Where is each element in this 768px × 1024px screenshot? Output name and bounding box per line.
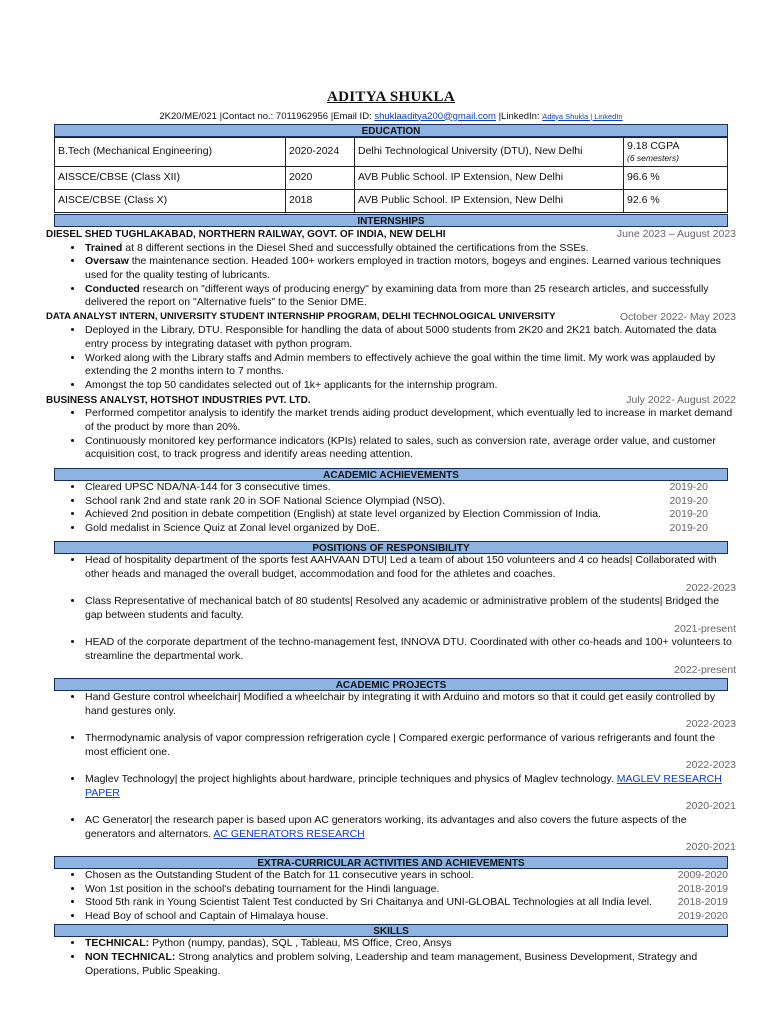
edu-institute: Delhi Technological University (DTU), New Delhi (355, 137, 624, 166)
linkedin-link[interactable]: Aditya Shukla | LinkedIn (542, 111, 623, 121)
section-projects-header: ACADEMIC PROJECTS (54, 678, 728, 691)
linkedin-prefix: |LinkedIn: (495, 110, 543, 122)
edu-years: 2020-2024 (286, 137, 355, 166)
list-item: • Maglev Technology| the project highlights about hardware, principle techniques and physics of Maglev technology. MAGLEV RESEARCH PAPER 2020-2021 (84, 773, 736, 814)
org-date: July 2022- August 2022 (626, 393, 736, 406)
list-item: • Deployed in the Library, DTU. Responsible for handling the data of about 5000 students from 2K20 and 2K21 batch. Automated the data entry process by integrating dataset with python program. (84, 324, 736, 351)
list-item: • TECHNICAL: Python (numpy, pandas), SQL , Tableau, MS Office, Creo, Ansys (84, 937, 736, 951)
list-item: • Gold medalist in Science Quiz at Zonal level organized by DoE. 2019-20 (84, 522, 708, 536)
internship-3 (46, 394, 736, 462)
resume-page (46, 88, 736, 978)
org-date: October 2022- May 2023 (619, 310, 736, 323)
edu-score: 92.6 % (624, 189, 728, 212)
section-internships-header: INTERNSHIPS (54, 214, 728, 227)
table-row (55, 166, 728, 189)
contact-details: 2K20/ME/021 |Contact no.: 7011962956 |Email ID: (159, 110, 375, 122)
table-row (55, 189, 728, 212)
edu-score-value: 9.18 CGPA (627, 139, 680, 152)
list-item: • Worked along with the Library staffs and Admin members to effectively achieve the goal within the time limit. My work was applauded by extending the 2 months intern to 7 months. (84, 352, 736, 379)
list-item: • Stood 5th rank in Young Scientist Talent Test conducted by Sri Chaitanya and UNI-GLOBAL Technologies at all India level. 2018-2019 (84, 896, 728, 910)
list-item: • Trained at 8 different sections in the Diesel Shed and successfully obtained the certifications from the SSEs. (84, 242, 736, 256)
edu-years: 2020 (286, 166, 355, 189)
internship-1 (46, 228, 736, 310)
list-item: • School rank 2nd and state rank 20 in SOF National Science Olympiad (NSO). 2019-20 (84, 495, 708, 509)
section-extracurricular-header: EXTRA-CURRICULAR ACTIVITIES AND ACHIEVEMENTS (54, 856, 728, 869)
org-name: DATA ANALYST INTERN, UNIVERSITY STUDENT INTERNSHIP PROGRAM, DELHI TECHNOLOGICAL UNIVERSITY (46, 310, 556, 322)
list-item: • Won 1st position in the school's debating tournament for the Hindi language. 2018-2019 (84, 883, 728, 897)
section-skills-header: SKILLS (54, 924, 728, 937)
edu-institute: AVB Public School. IP Extension, New Delhi (355, 166, 624, 189)
candidate-name: ADITYA SHUKLA (327, 89, 455, 105)
section-positions-header: POSITIONS OF RESPONSIBILITY (54, 541, 728, 554)
ac-generators-link[interactable]: AC GENERATORS RESEARCH (213, 827, 365, 840)
list-item: • Class Representative of mechanical batch of 80 students| Resolved any academic or administrative problem of the students| Bridged the gap between students and faculty. 2021-present (84, 595, 736, 636)
section-education-header: EDUCATION (54, 124, 728, 137)
edu-score: 96.6 % (624, 166, 728, 189)
edu-degree: AISCE/CBSE (Class X) (55, 189, 286, 212)
list-item: • Conducted research on "different ways of producing energy" by examining data from more than 25 research articles, and successfully delivered the report on "Alternative fuels" to the Senior DME. (84, 283, 736, 310)
education-table (54, 137, 728, 213)
edu-degree: B.Tech (Mechanical Engineering) (55, 137, 286, 166)
list-item: • Continuously monitored key performance indicators (KPIs) related to sales, such as conversion rate, average order value, and customer acquisition cost, to track progress and identify areas needing attention. (84, 435, 736, 462)
org-name: DIESEL SHED TUGHLAKABAD, NORTHERN RAILWAY, GOVT. OF INDIA, NEW DELHI (46, 228, 446, 240)
list-item: • Head Boy of school and Captain of Himalaya house. 2019-2020 (84, 910, 728, 924)
maglev-paper-link[interactable]: MAGLEV RESEARCH PAPER (85, 773, 722, 799)
edu-years: 2018 (286, 189, 355, 212)
list-item: • Chosen as the Outstanding Student of the Batch for 11 consecutive years in school. 2009-2020 (84, 869, 728, 883)
edu-score-note: (6 semesters) (627, 152, 679, 163)
list-item: • Thermodynamic analysis of vapor compression refrigeration cycle | Compared exergic performance of various refrigerants and fount the most efficient one. 2022-2023 (84, 732, 736, 773)
list-item: • AC Generator| the research paper is based upon AC generators working, its advantages and also covers the future aspects of the generators and alternators. AC GENERATORS RESEARCH 2020-2021 (84, 814, 736, 855)
org-name: BUSINESS ANALYST, HOTSHOT INDUSTRIES PVT. LTD. (46, 394, 311, 406)
email-link[interactable]: shuklaaditya200@gmail.com (374, 110, 496, 122)
edu-degree: AISSCE/CBSE (Class XII) (55, 166, 286, 189)
list-item: • NON TECHNICAL: Strong analytics and problem solving, Leadership and team management, Business Development, Strategy and Operations, Public Speaking. (84, 951, 736, 978)
internship-2 (46, 311, 736, 393)
list-item: • Achieved 2nd position in debate competition (English) at state level organized by Election Commission of India. 2019-20 (84, 508, 708, 522)
edu-score (624, 137, 728, 166)
list-item: • Oversaw the maintenance section. Headed 100+ workers employed in traction motors, bogeys and engines. Learned various techniques used for the quality testing of lubricants. (84, 255, 736, 282)
list-item: • Cleared UPSC NDA/NA-144 for 3 consecutive times. 2019-20 (84, 481, 708, 495)
list-item: • Performed competitor analysis to identify the market trends aiding product development, which eventually led to increase in market demand of the product by more than 20%. (84, 407, 736, 434)
org-date: June 2023 – August 2023 (616, 227, 736, 240)
list-item: • Hand Gesture control wheelchair| Modified a wheelchair by integrating it with Arduino and motors so that it could get easily controlled by hand gestures only. 2022-2023 (84, 691, 736, 732)
list-item: • HEAD of the corporate department of the techno-management fest, INNOVA DTU. Coordinated with other co-heads and 100+ volunteers to streamline the departmental work. 2022-present (84, 636, 736, 677)
table-row (55, 137, 728, 166)
section-academic-achievements-header: ACADEMIC ACHIEVEMENTS (54, 468, 728, 481)
list-item: • Head of hospitality department of the sports fest AAHVAAN DTU| Led a team of about 150 volunteers and 4 co heads| Collaborated with other heads and managed the overall budget, accommodation and food for the athletes and coaches. 2022-2023 (84, 554, 736, 595)
contact-line (46, 111, 736, 123)
list-item: • Amongst the top 50 candidates selected out of 1k+ applicants for the internship program. (84, 379, 736, 393)
edu-institute: AVB Public School. IP Extension, New Delhi (355, 189, 624, 212)
